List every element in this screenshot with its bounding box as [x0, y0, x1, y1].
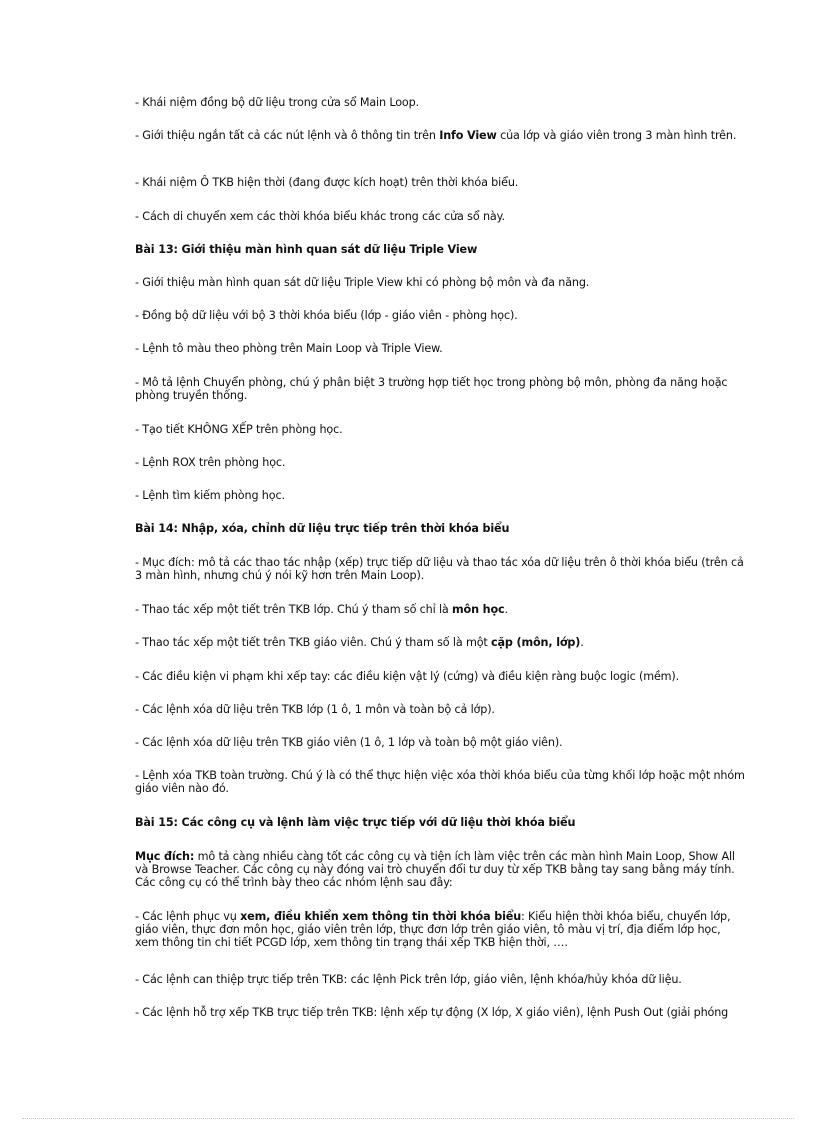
- section-heading: Bài 13: Giới thiệu màn hình quan sát dữ liệu Triple View: [135, 243, 478, 256]
- paragraph: - Mô tả lệnh Chuyển phòng, chú ý phân biệt 3 trường hợp tiết học trong phòng bộ môn, phòng đa năng hoặc phòng truyền thống.: [135, 376, 728, 402]
- paragraph: [135, 850, 745, 889]
- text: - Thao tác xếp một tiết trên TKB giáo viên. Chú ý tham số là một: [135, 636, 492, 649]
- bold-text: môn học: [452, 603, 505, 616]
- text: - Các lệnh phục vụ: [135, 910, 241, 923]
- bold-text: Info View: [439, 129, 497, 142]
- paragraph: [135, 910, 745, 949]
- paragraph: - Khái niệm đồng bộ dữ liệu trong cửa sổ Main Loop.: [135, 96, 419, 109]
- text: .: [504, 603, 508, 616]
- paragraph: - Lệnh xóa TKB toàn trường. Chú ý là có thể thực hiện việc xóa thời khóa biểu của từng khối lớp hoặc một nhóm giáo viên nào đó.: [135, 769, 745, 795]
- paragraph: - Đồng bộ dữ liệu với bộ 3 thời khóa biểu (lớp - giáo viên - phòng học).: [135, 309, 518, 322]
- bold-text: Mục đích:: [135, 850, 195, 863]
- paragraph: - Lệnh tìm kiếm phòng học.: [135, 489, 285, 502]
- section-heading: Bài 15: Các công cụ và lệnh làm việc trực tiếp với dữ liệu thời khóa biểu: [135, 816, 576, 829]
- text: mô tả càng nhiều càng tốt các công cụ và tiện ích làm việc trên các màn hình Main Loop, Show All và Browse Teacher. Các công cụ này đóng vai trò chuyển đổi tư duy từ xếp TKB bằng tay sang bằng máy tính. Các công cụ có thể trình bày theo các nhóm lệnh sau đây:: [135, 850, 735, 889]
- bold-text: cặp (môn, lớp): [491, 636, 581, 649]
- bold-text: xem, điều khiển xem thông tin thời khóa biểu: [240, 910, 522, 923]
- text: - Thao tác xếp một tiết trên TKB lớp. Chú ý tham số chỉ là: [135, 603, 453, 616]
- text: : Kiểu hiện thời khóa biểu, chuyển lớp, giáo viên, thực đơn môn học, giáo viên trên lớp, thực đơn lớp trên giáo viên, tô màu vị trí, địa điểm lớp học, xem thông tin chi tiết PCGD lớp, xem thông tin trạng thái xếp TKB hiện thời, ….: [135, 910, 731, 949]
- paragraph: - Các lệnh xóa dữ liệu trên TKB giáo viên (1 ô, 1 lớp và toàn bộ một giáo viên).: [135, 736, 563, 749]
- paragraph: - Các lệnh can thiệp trực tiếp trên TKB: các lệnh Pick trên lớp, giáo viên, lệnh khóa/hủy khóa dữ liệu.: [135, 973, 682, 986]
- page-bottom-rule: [22, 1118, 794, 1119]
- paragraph: - Khái niệm Ô TKB hiện thời (đang được kích hoạt) trên thời khóa biểu.: [135, 176, 519, 189]
- text: .: [580, 636, 584, 649]
- paragraph: [135, 603, 745, 616]
- paragraph: - Tạo tiết KHÔNG XẾP trên phòng học.: [135, 423, 343, 436]
- section-heading: Bài 14: Nhập, xóa, chỉnh dữ liệu trực tiếp trên thời khóa biểu: [135, 522, 510, 535]
- paragraph: - Mục đích: mô tả các thao tác nhập (xếp) trực tiếp dữ liệu và thao tác xóa dữ liệu trên ô thời khóa biểu (trên cả 3 màn hình, nhưng chú ý nói kỹ hơn trên Main Loop).: [135, 556, 744, 582]
- text: của lớp và giáo viên trong 3 màn hình trên.: [496, 129, 737, 142]
- text: - Giới thiệu ngắn tất cả các nút lệnh và ô thông tin trên: [135, 129, 440, 142]
- paragraph: - Lệnh tô màu theo phòng trên Main Loop và Triple View.: [135, 342, 443, 355]
- paragraph: [135, 129, 745, 142]
- paragraph: - Lệnh ROX trên phòng học.: [135, 456, 286, 469]
- paragraph: - Giới thiệu màn hình quan sát dữ liệu Triple View khi có phòng bộ môn và đa năng.: [135, 276, 590, 289]
- paragraph: [135, 636, 745, 649]
- paragraph: - Các lệnh xóa dữ liệu trên TKB lớp (1 ô, 1 môn và toàn bộ cả lớp).: [135, 703, 495, 716]
- paragraph: - Các lệnh hỗ trợ xếp TKB trực tiếp trên TKB: lệnh xếp tự động (X lớp, X giáo viên), lệnh Push Out (giải phóng: [135, 1006, 729, 1019]
- paragraph: - Các điều kiện vi phạm khi xếp tay: các điều kiện vật lý (cứng) và điều kiện ràng buộc logic (mềm).: [135, 670, 680, 683]
- paragraph: - Cách di chuyển xem các thời khóa biểu khác trong các cửa sổ này.: [135, 210, 505, 223]
